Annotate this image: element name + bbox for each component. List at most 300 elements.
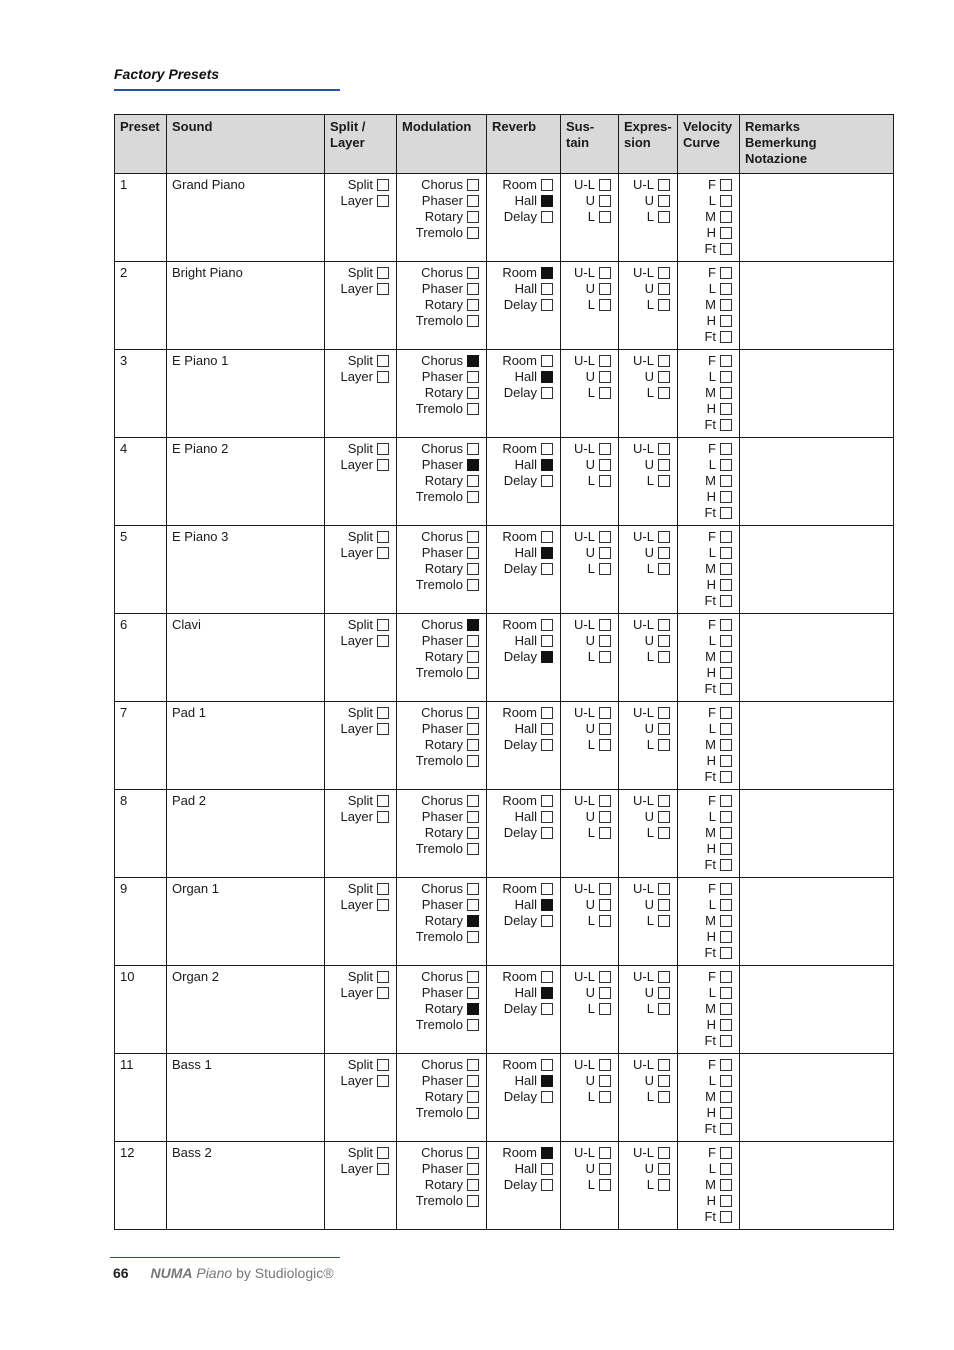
sustain-checkbox[interactable] <box>599 987 611 999</box>
velocity-curve-checkbox[interactable] <box>720 971 732 983</box>
expression-checkbox[interactable] <box>658 355 670 367</box>
velocity-curve-checkbox[interactable] <box>720 1179 732 1191</box>
sustain-checkbox[interactable] <box>599 827 611 839</box>
reverb-checkbox[interactable] <box>541 1091 553 1103</box>
reverb-cell <box>487 878 561 966</box>
expression-checkbox[interactable] <box>658 547 670 559</box>
expression-checkbox[interactable] <box>658 987 670 999</box>
reverb-checkbox[interactable] <box>541 563 553 575</box>
modulation-checkbox[interactable] <box>467 299 479 311</box>
sustain-checkbox[interactable] <box>599 283 611 295</box>
split-layer-checkbox[interactable] <box>377 355 389 367</box>
split-layer-checkbox[interactable] <box>377 635 389 647</box>
velocity-curve-checkbox[interactable] <box>720 947 732 959</box>
modulation-checkbox[interactable] <box>467 1075 479 1087</box>
velocity-curve-option <box>708 1145 732 1161</box>
velocity-curve-checkbox[interactable] <box>720 1211 732 1223</box>
modulation-checkbox[interactable] <box>467 403 479 415</box>
expression-checkbox[interactable] <box>658 811 670 823</box>
sustain-options <box>566 529 613 577</box>
modulation-option-label: Rotary <box>424 1089 463 1104</box>
expression-options <box>624 529 672 577</box>
velocity-curve-checkbox[interactable] <box>720 1075 732 1087</box>
sustain-checkbox[interactable] <box>599 883 611 895</box>
velocity-curve-checkbox[interactable] <box>720 899 732 911</box>
velocity-curve-checkbox[interactable] <box>720 387 732 399</box>
split-layer-checkbox[interactable] <box>377 987 389 999</box>
velocity-curve-checkbox[interactable] <box>720 723 732 735</box>
split-layer-checkbox[interactable] <box>377 971 389 983</box>
velocity-curve-checkbox[interactable] <box>720 419 732 431</box>
expression-option-label: U <box>644 1073 654 1088</box>
sustain-option <box>574 441 611 457</box>
modulation-checkbox[interactable] <box>467 491 479 503</box>
modulation-checkbox[interactable] <box>467 915 479 927</box>
sustain-checkbox[interactable] <box>599 811 611 823</box>
modulation-checkbox[interactable] <box>467 987 479 999</box>
header-remarks: Remarks Bemerkung Notazione <box>740 115 894 174</box>
reverb-checkbox[interactable] <box>541 371 553 383</box>
split-layer-checkbox[interactable] <box>377 267 389 279</box>
velocity-curve-option-label: Ft <box>704 945 716 960</box>
velocity-curve-option-label: F <box>708 1057 716 1072</box>
velocity-curve-option-label: L <box>708 457 716 472</box>
velocity-curve-checkbox[interactable] <box>720 1091 732 1103</box>
velocity-curve-checkbox[interactable] <box>720 267 732 279</box>
expression-checkbox[interactable] <box>658 531 670 543</box>
sustain-checkbox[interactable] <box>599 723 611 735</box>
modulation-option <box>421 969 479 985</box>
velocity-curve-checkbox[interactable] <box>720 771 732 783</box>
reverb-checkbox[interactable] <box>541 531 553 543</box>
velocity-curve-checkbox[interactable] <box>720 667 732 679</box>
expression-checkbox[interactable] <box>658 899 670 911</box>
expression-checkbox[interactable] <box>658 635 670 647</box>
sustain-checkbox[interactable] <box>599 1075 611 1087</box>
modulation-checkbox[interactable] <box>467 371 479 383</box>
sustain-checkbox[interactable] <box>599 211 611 223</box>
velocity-curve-checkbox[interactable] <box>720 1195 732 1207</box>
sustain-checkbox[interactable] <box>599 795 611 807</box>
split-layer-option-label: Split <box>347 705 373 720</box>
reverb-option <box>502 1145 553 1161</box>
reverb-checkbox[interactable] <box>541 179 553 191</box>
split-layer-checkbox[interactable] <box>377 899 389 911</box>
modulation-option-label: Rotary <box>424 649 463 664</box>
modulation-checkbox[interactable] <box>467 795 479 807</box>
reverb-checkbox[interactable] <box>541 899 553 911</box>
velocity-curve-option-label: M <box>705 473 716 488</box>
expression-checkbox[interactable] <box>658 179 670 191</box>
reverb-checkbox[interactable] <box>541 267 553 279</box>
velocity-curve-checkbox[interactable] <box>720 531 732 543</box>
velocity-curve-checkbox[interactable] <box>720 331 732 343</box>
velocity-curve-checkbox[interactable] <box>720 811 732 823</box>
expression-checkbox[interactable] <box>658 283 670 295</box>
page-number: 66 <box>113 1265 129 1281</box>
split-layer-checkbox[interactable] <box>377 195 389 207</box>
velocity-curve-option-label: L <box>708 193 716 208</box>
expression-cell <box>619 174 678 262</box>
sustain-checkbox[interactable] <box>599 443 611 455</box>
modulation-checkbox[interactable] <box>467 579 479 591</box>
velocity-curve-checkbox[interactable] <box>720 459 732 471</box>
reverb-checkbox[interactable] <box>541 443 553 455</box>
velocity-curve-option <box>705 473 732 489</box>
modulation-option-label: Tremolo <box>415 577 463 592</box>
split-layer-checkbox[interactable] <box>377 795 389 807</box>
reverb-checkbox[interactable] <box>541 1003 553 1015</box>
modulation-option-label: Tremolo <box>415 313 463 328</box>
reverb-option <box>515 281 553 297</box>
modulation-checkbox[interactable] <box>467 971 479 983</box>
modulation-checkbox[interactable] <box>467 563 479 575</box>
reverb-checkbox[interactable] <box>541 1147 553 1159</box>
modulation-checkbox[interactable] <box>467 387 479 399</box>
reverb-checkbox[interactable] <box>541 547 553 559</box>
modulation-checkbox[interactable] <box>467 1019 479 1031</box>
split-layer-checkbox[interactable] <box>377 179 389 191</box>
split-layer-option <box>348 969 389 985</box>
modulation-option <box>416 1193 479 1209</box>
velocity-curve-checkbox[interactable] <box>720 827 732 839</box>
expression-checkbox[interactable] <box>658 267 670 279</box>
expression-checkbox[interactable] <box>658 443 670 455</box>
velocity-curve-checkbox[interactable] <box>720 619 732 631</box>
split-layer-checkbox[interactable] <box>377 707 389 719</box>
modulation-checkbox[interactable] <box>467 531 479 543</box>
expression-checkbox[interactable] <box>658 475 670 487</box>
expression-checkbox[interactable] <box>658 371 670 383</box>
velocity-curve-checkbox[interactable] <box>720 211 732 223</box>
preset-number: 9 <box>115 878 167 966</box>
split-layer-checkbox[interactable] <box>377 371 389 383</box>
reverb-option <box>504 913 553 929</box>
modulation-checkbox[interactable] <box>467 1163 479 1175</box>
velocity-curve-cell <box>678 526 740 614</box>
sustain-checkbox[interactable] <box>599 1003 611 1015</box>
velocity-curve-checkbox[interactable] <box>720 1019 732 1031</box>
velocity-curve-option <box>709 809 732 825</box>
split-layer-checkbox[interactable] <box>377 619 389 631</box>
expression-checkbox[interactable] <box>658 651 670 663</box>
velocity-curve-checkbox[interactable] <box>720 651 732 663</box>
sustain-checkbox[interactable] <box>599 707 611 719</box>
expression-checkbox[interactable] <box>658 211 670 223</box>
velocity-curve-checkbox[interactable] <box>720 179 732 191</box>
expression-checkbox[interactable] <box>658 1003 670 1015</box>
velocity-curve-checkbox[interactable] <box>720 1003 732 1015</box>
velocity-curve-checkbox[interactable] <box>720 915 732 927</box>
expression-checkbox[interactable] <box>658 619 670 631</box>
expression-checkbox[interactable] <box>658 795 670 807</box>
sustain-checkbox[interactable] <box>599 267 611 279</box>
velocity-curve-checkbox[interactable] <box>720 1163 732 1175</box>
modulation-option-label: Phaser <box>421 809 463 824</box>
velocity-curve-checkbox[interactable] <box>720 195 732 207</box>
velocity-curve-checkbox[interactable] <box>720 843 732 855</box>
reverb-checkbox[interactable] <box>541 1163 553 1175</box>
reverb-checkbox[interactable] <box>541 475 553 487</box>
velocity-curve-option-label: L <box>708 369 716 384</box>
velocity-curve-option-label: H <box>706 313 716 328</box>
modulation-checkbox[interactable] <box>467 931 479 943</box>
sustain-checkbox[interactable] <box>599 651 611 663</box>
expression-checkbox[interactable] <box>658 195 670 207</box>
velocity-curve-checkbox[interactable] <box>720 1059 732 1071</box>
expression-checkbox[interactable] <box>658 1075 670 1087</box>
reverb-checkbox[interactable] <box>541 211 553 223</box>
sustain-option <box>574 1057 611 1073</box>
sustain-checkbox[interactable] <box>599 915 611 927</box>
modulation-checkbox[interactable] <box>467 1091 479 1103</box>
sustain-option-label: U <box>585 721 595 736</box>
modulation-checkbox[interactable] <box>467 1059 479 1071</box>
velocity-curve-option <box>705 1177 732 1193</box>
modulation-checkbox[interactable] <box>467 883 479 895</box>
velocity-curve-checkbox[interactable] <box>720 475 732 487</box>
reverb-checkbox[interactable] <box>541 915 553 927</box>
reverb-checkbox[interactable] <box>541 707 553 719</box>
expression-checkbox[interactable] <box>658 1163 670 1175</box>
split-layer-checkbox[interactable] <box>377 531 389 543</box>
modulation-checkbox[interactable] <box>467 1195 479 1207</box>
modulation-checkbox[interactable] <box>467 843 479 855</box>
expression-checkbox[interactable] <box>658 563 670 575</box>
sustain-checkbox[interactable] <box>599 195 611 207</box>
sustain-checkbox[interactable] <box>599 459 611 471</box>
velocity-curve-checkbox[interactable] <box>720 987 732 999</box>
expression-checkbox[interactable] <box>658 827 670 839</box>
split-layer-option-label: Split <box>347 1145 373 1160</box>
reverb-checkbox[interactable] <box>541 283 553 295</box>
reverb-checkbox[interactable] <box>541 195 553 207</box>
split-layer-checkbox[interactable] <box>377 283 389 295</box>
sustain-checkbox[interactable] <box>599 619 611 631</box>
split-layer-cell <box>325 174 397 262</box>
modulation-checkbox[interactable] <box>467 283 479 295</box>
expression-checkbox[interactable] <box>658 1091 670 1103</box>
velocity-curve-checkbox[interactable] <box>720 795 732 807</box>
sustain-option <box>586 545 611 561</box>
sustain-checkbox[interactable] <box>599 1091 611 1103</box>
split-layer-checkbox[interactable] <box>377 883 389 895</box>
modulation-checkbox[interactable] <box>467 707 479 719</box>
reverb-checkbox[interactable] <box>541 459 553 471</box>
velocity-curve-checkbox[interactable] <box>720 299 732 311</box>
velocity-curve-checkbox[interactable] <box>720 355 732 367</box>
modulation-checkbox[interactable] <box>467 899 479 911</box>
modulation-checkbox[interactable] <box>467 739 479 751</box>
expression-checkbox[interactable] <box>658 459 670 471</box>
modulation-checkbox[interactable] <box>467 667 479 679</box>
velocity-curve-option-label: F <box>708 353 716 368</box>
sustain-checkbox[interactable] <box>599 355 611 367</box>
reverb-option-label: Delay <box>503 385 537 400</box>
expression-checkbox[interactable] <box>658 1147 670 1159</box>
velocity-curve-option-label: M <box>705 209 716 224</box>
sustain-checkbox[interactable] <box>599 1147 611 1159</box>
modulation-checkbox[interactable] <box>467 651 479 663</box>
sustain-options <box>566 793 613 841</box>
velocity-curve-checkbox[interactable] <box>720 883 732 895</box>
sustain-checkbox[interactable] <box>599 635 611 647</box>
velocity-curve-checkbox[interactable] <box>720 507 732 519</box>
expression-option <box>645 721 670 737</box>
reverb-checkbox[interactable] <box>541 1075 553 1087</box>
split-layer-checkbox[interactable] <box>377 723 389 735</box>
expression-checkbox[interactable] <box>658 299 670 311</box>
velocity-curve-option-label: M <box>705 737 716 752</box>
modulation-checkbox[interactable] <box>467 547 479 559</box>
split-layer-checkbox[interactable] <box>377 811 389 823</box>
reverb-checkbox[interactable] <box>541 739 553 751</box>
modulation-checkbox[interactable] <box>467 227 479 239</box>
velocity-curve-checkbox[interactable] <box>720 1035 732 1047</box>
reverb-checkbox[interactable] <box>541 723 553 735</box>
velocity-curve-checkbox[interactable] <box>720 283 732 295</box>
split-layer-option-label: Layer <box>340 281 373 296</box>
sustain-checkbox[interactable] <box>599 179 611 191</box>
modulation-checkbox[interactable] <box>467 755 479 767</box>
modulation-checkbox[interactable] <box>467 179 479 191</box>
modulation-cell <box>397 526 487 614</box>
modulation-checkbox[interactable] <box>467 1147 479 1159</box>
modulation-checkbox[interactable] <box>467 1179 479 1191</box>
sustain-checkbox[interactable] <box>599 563 611 575</box>
split-layer-checkbox[interactable] <box>377 1075 389 1087</box>
velocity-curve-checkbox[interactable] <box>720 683 732 695</box>
reverb-checkbox[interactable] <box>541 1179 553 1191</box>
reverb-checkbox[interactable] <box>541 883 553 895</box>
sustain-checkbox[interactable] <box>599 899 611 911</box>
reverb-checkbox[interactable] <box>541 827 553 839</box>
sustain-checkbox[interactable] <box>599 547 611 559</box>
velocity-curve-checkbox[interactable] <box>720 1123 732 1135</box>
modulation-checkbox[interactable] <box>467 355 479 367</box>
modulation-checkbox[interactable] <box>467 635 479 647</box>
reverb-checkbox[interactable] <box>541 1059 553 1071</box>
reverb-checkbox[interactable] <box>541 387 553 399</box>
sustain-checkbox[interactable] <box>599 1059 611 1071</box>
split-layer-checkbox[interactable] <box>377 1147 389 1159</box>
sustain-checkbox[interactable] <box>599 299 611 311</box>
expression-checkbox[interactable] <box>658 723 670 735</box>
sustain-checkbox[interactable] <box>599 475 611 487</box>
expression-checkbox[interactable] <box>658 1179 670 1191</box>
reverb-checkbox[interactable] <box>541 619 553 631</box>
velocity-curve-checkbox[interactable] <box>720 755 732 767</box>
expression-checkbox[interactable] <box>658 883 670 895</box>
modulation-option-label: Chorus <box>421 1057 463 1072</box>
remarks-cell <box>740 1142 894 1230</box>
sustain-checkbox[interactable] <box>599 531 611 543</box>
sustain-checkbox[interactable] <box>599 1163 611 1175</box>
expression-checkbox[interactable] <box>658 915 670 927</box>
reverb-checkbox[interactable] <box>541 635 553 647</box>
velocity-curve-option <box>704 945 732 961</box>
split-layer-checkbox[interactable] <box>377 547 389 559</box>
velocity-curve-option-label: M <box>705 297 716 312</box>
expression-checkbox[interactable] <box>658 707 670 719</box>
split-layer-cell <box>325 878 397 966</box>
reverb-option-label: Delay <box>503 297 537 312</box>
sustain-checkbox[interactable] <box>599 371 611 383</box>
modulation-checkbox[interactable] <box>467 811 479 823</box>
velocity-curve-checkbox[interactable] <box>720 227 732 239</box>
modulation-checkbox[interactable] <box>467 475 479 487</box>
velocity-curve-checkbox[interactable] <box>720 491 732 503</box>
velocity-curve-checkbox[interactable] <box>720 403 732 415</box>
expression-checkbox[interactable] <box>658 739 670 751</box>
reverb-checkbox[interactable] <box>541 299 553 311</box>
expression-checkbox[interactable] <box>658 1059 670 1071</box>
velocity-curve-checkbox[interactable] <box>720 1147 732 1159</box>
velocity-curve-checkbox[interactable] <box>720 443 732 455</box>
reverb-checkbox[interactable] <box>541 795 553 807</box>
velocity-curve-checkbox[interactable] <box>720 595 732 607</box>
modulation-checkbox[interactable] <box>467 1107 479 1119</box>
velocity-curve-checkbox[interactable] <box>720 707 732 719</box>
modulation-checkbox[interactable] <box>467 459 479 471</box>
sustain-checkbox[interactable] <box>599 387 611 399</box>
sustain-checkbox[interactable] <box>599 1179 611 1191</box>
reverb-checkbox[interactable] <box>541 651 553 663</box>
modulation-checkbox[interactable] <box>467 1003 479 1015</box>
velocity-curve-checkbox[interactable] <box>720 739 732 751</box>
reverb-option <box>504 1089 553 1105</box>
modulation-checkbox[interactable] <box>467 443 479 455</box>
modulation-checkbox[interactable] <box>467 723 479 735</box>
velocity-curve-option-label: H <box>706 489 716 504</box>
sustain-option <box>588 737 611 753</box>
modulation-checkbox[interactable] <box>467 315 479 327</box>
velocity-curve-checkbox[interactable] <box>720 1107 732 1119</box>
expression-checkbox[interactable] <box>658 971 670 983</box>
reverb-checkbox[interactable] <box>541 987 553 999</box>
modulation-option-label: Chorus <box>421 1145 463 1160</box>
reverb-option <box>504 385 553 401</box>
modulation-checkbox[interactable] <box>467 195 479 207</box>
velocity-curve-checkbox[interactable] <box>720 859 732 871</box>
sustain-checkbox[interactable] <box>599 971 611 983</box>
velocity-curve-checkbox[interactable] <box>720 371 732 383</box>
split-layer-checkbox[interactable] <box>377 443 389 455</box>
expression-checkbox[interactable] <box>658 387 670 399</box>
velocity-curve-checkbox[interactable] <box>720 579 732 591</box>
sustain-option-label: U-L <box>574 1145 595 1160</box>
velocity-curve-checkbox[interactable] <box>720 563 732 575</box>
reverb-checkbox[interactable] <box>541 971 553 983</box>
reverb-checkbox[interactable] <box>541 355 553 367</box>
modulation-checkbox[interactable] <box>467 267 479 279</box>
split-layer-checkbox[interactable] <box>377 459 389 471</box>
velocity-curve-checkbox[interactable] <box>720 243 732 255</box>
split-layer-checkbox[interactable] <box>377 1163 389 1175</box>
modulation-cell <box>397 702 487 790</box>
modulation-checkbox[interactable] <box>467 211 479 223</box>
velocity-curve-checkbox[interactable] <box>720 635 732 647</box>
sustain-checkbox[interactable] <box>599 739 611 751</box>
modulation-checkbox[interactable] <box>467 827 479 839</box>
split-layer-checkbox[interactable] <box>377 1059 389 1071</box>
velocity-curve-checkbox[interactable] <box>720 315 732 327</box>
velocity-curve-checkbox[interactable] <box>720 931 732 943</box>
velocity-curve-checkbox[interactable] <box>720 547 732 559</box>
modulation-checkbox[interactable] <box>467 619 479 631</box>
reverb-checkbox[interactable] <box>541 811 553 823</box>
sustain-cell <box>561 262 619 350</box>
